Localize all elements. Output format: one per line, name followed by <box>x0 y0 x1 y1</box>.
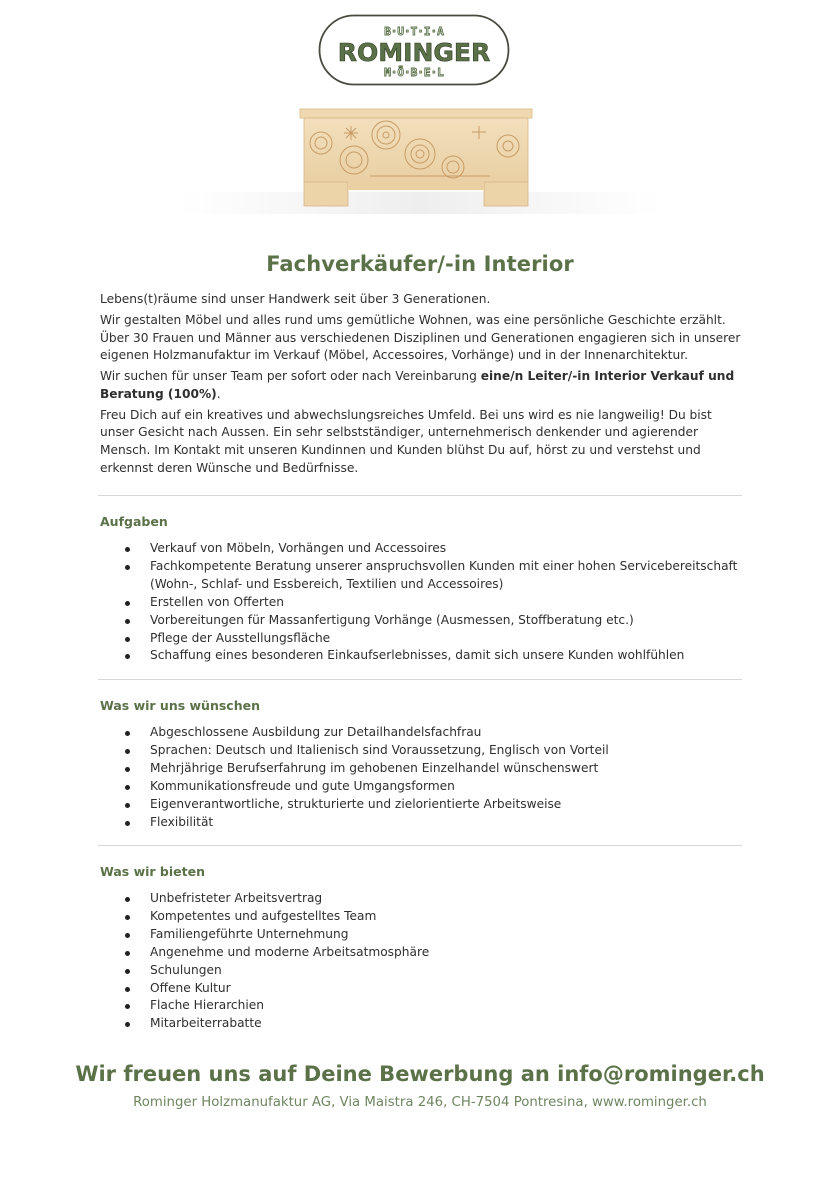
divider <box>98 679 742 680</box>
bullet-icon <box>125 969 130 974</box>
section-title-wishes: Was wir uns wünschen <box>100 698 260 713</box>
offers-list <box>100 890 740 1033</box>
list-item <box>100 778 740 796</box>
bullet-icon <box>125 654 130 659</box>
list-item <box>100 908 740 926</box>
bullet-icon <box>125 731 130 736</box>
list-item-text: Sprachen: Deutsch und Italienisch sind Voraussetzung, Englisch von Vorteil <box>150 742 609 757</box>
bullet-icon <box>125 767 130 772</box>
list-item-text: Flexibilität <box>150 814 214 829</box>
list-item-text: Flache Hierarchien <box>150 998 264 1013</box>
bullet-icon <box>125 565 130 570</box>
list-item-text: Mehrjährige Berufserfahrung im gehobenen Einzelhandel wünschenswert <box>150 760 599 775</box>
bullet-icon <box>125 749 130 754</box>
divider <box>98 845 742 846</box>
tasks-list <box>100 540 740 665</box>
list-item-text: Unbefristeter Arbeitsvertrag <box>150 891 323 905</box>
intro-paragraph: Freu Dich auf ein kreatives und abwechslungsreiches Umfeld. Bei uns wird es nie langweilig! Du bist unser Gesicht nach Aussen. Ein sehr selbstständiger, unternehmerisch denkender und agierender Mensch. Im Kontakt mit unseren Kundinnen und Kunden blühst Du auf, hörst zu und verstehst und erkennst deren Wünsche und Bedürfnisse. <box>100 407 712 475</box>
intro-text-span: . <box>216 386 221 401</box>
intro-paragraph <box>100 368 742 403</box>
list-item <box>100 944 740 962</box>
wishes-list <box>100 724 740 831</box>
bullet-icon <box>125 619 130 624</box>
position-highlight: eine/n Leiter/-in Interior Verkauf und Beratung (100%) <box>100 369 735 401</box>
list-item <box>100 558 740 594</box>
logo-bottom-text: M·Ö·B·E·L <box>384 66 444 79</box>
list-item-text: Pflege der Ausstellungsfläche <box>150 630 331 645</box>
list-item <box>100 724 740 742</box>
list-item-text: Kompetentes und aufgestelltes Team <box>150 908 377 923</box>
bullet-icon <box>125 915 130 920</box>
section-title-offers: Was wir bieten <box>100 864 205 879</box>
bullet-icon <box>125 933 130 938</box>
list-item <box>100 760 740 778</box>
logo-name: ROMINGER <box>337 38 491 67</box>
bullet-icon <box>125 637 130 642</box>
rominger-logo <box>318 14 510 86</box>
bullet-icon <box>125 601 130 606</box>
intro-paragraph: Lebens(t)räume sind unser Handwerk seit über 3 Generationen. <box>100 292 491 306</box>
bullet-icon <box>125 803 130 808</box>
list-item <box>100 890 740 908</box>
list-item-text: Mitarbeiterrabatte <box>150 1016 262 1031</box>
intro-text-span: Wir suchen für unser Team per sofort oder nach Vereinbarung <box>100 369 481 384</box>
list-item <box>100 630 740 648</box>
application-cta: Wir freuen uns auf Deine Bewerbung an info@rominger.ch <box>75 1062 765 1086</box>
bullet-icon <box>125 785 130 790</box>
list-item <box>100 814 740 832</box>
bullet-icon <box>125 1022 130 1027</box>
list-item-text: Angenehme und moderne Arbeitsatmosphäre <box>150 944 430 959</box>
list-item <box>100 594 740 612</box>
bullet-icon <box>125 1004 130 1009</box>
list-item-text: Familiengeführte Unternehmung <box>150 926 349 941</box>
list-item <box>100 540 740 558</box>
list-item-text: Vorbereitungen für Massanfertigung Vorhänge (Ausmessen, Stoffberatung etc.) <box>150 612 634 627</box>
intro-paragraph: Wir gestalten Möbel und alles rund ums gemütliche Wohnen, was eine persönliche Geschichte erzählt. Über 30 Frauen und Männer aus verschiedenen Disziplinen und Generationen engagieren sich in unserer eigenen Holzmanufaktur im Verkauf (Möbel, Accessoires, Vorhänge) und in der Innenarchitektur. <box>100 312 741 363</box>
list-item-text: Schulungen <box>150 962 222 977</box>
list-item-text: Fachkompetente Beratung unserer anspruchsvollen Kunden mit einer hohen Servicebereitschaft (Wohn-, Schlaf- und Essbereich, Textilien und Accessoires) <box>150 558 738 591</box>
list-item <box>100 647 740 665</box>
list-item <box>100 796 740 814</box>
list-item-text: Schaffung eines besonderen Einkaufserlebnisses, damit sich unsere Kunden wohlfühlen <box>150 648 685 663</box>
logo-top-text: B·U·T·I·A <box>384 25 444 38</box>
list-item <box>100 997 740 1015</box>
list-item <box>100 926 740 944</box>
list-item <box>100 612 740 630</box>
page-title: Fachverkäufer/-in Interior <box>266 252 574 276</box>
list-item <box>100 742 740 760</box>
wooden-chest-image <box>180 96 660 218</box>
divider <box>98 495 742 496</box>
list-item <box>100 1015 740 1033</box>
list-item-text: Verkauf von Möbeln, Vorhängen und Accessoires <box>150 541 447 555</box>
bullet-icon <box>125 897 130 902</box>
bullet-icon <box>125 951 130 956</box>
section-title-tasks: Aufgaben <box>100 514 168 529</box>
list-item-text: Offene Kultur <box>150 980 231 995</box>
bullet-icon <box>125 987 130 992</box>
list-item-text: Kommunikationsfreude und gute Umgangsformen <box>150 778 455 793</box>
company-address: Rominger Holzmanufaktur AG, Via Maistra 246, CH-7504 Pontresina, www.rominger.ch <box>133 1095 707 1110</box>
list-item-text: Abgeschlossene Ausbildung zur Detailhandelsfachfrau <box>150 725 482 739</box>
intro-text <box>100 291 742 481</box>
list-item <box>100 962 740 980</box>
bullet-icon <box>125 821 130 826</box>
list-item <box>100 980 740 998</box>
bullet-icon <box>125 547 130 552</box>
logo-graphic <box>318 14 510 86</box>
list-item-text: Erstellen von Offerten <box>150 594 284 609</box>
list-item-text: Eigenverantwortliche, strukturierte und zielorientierte Arbeitsweise <box>150 796 562 811</box>
